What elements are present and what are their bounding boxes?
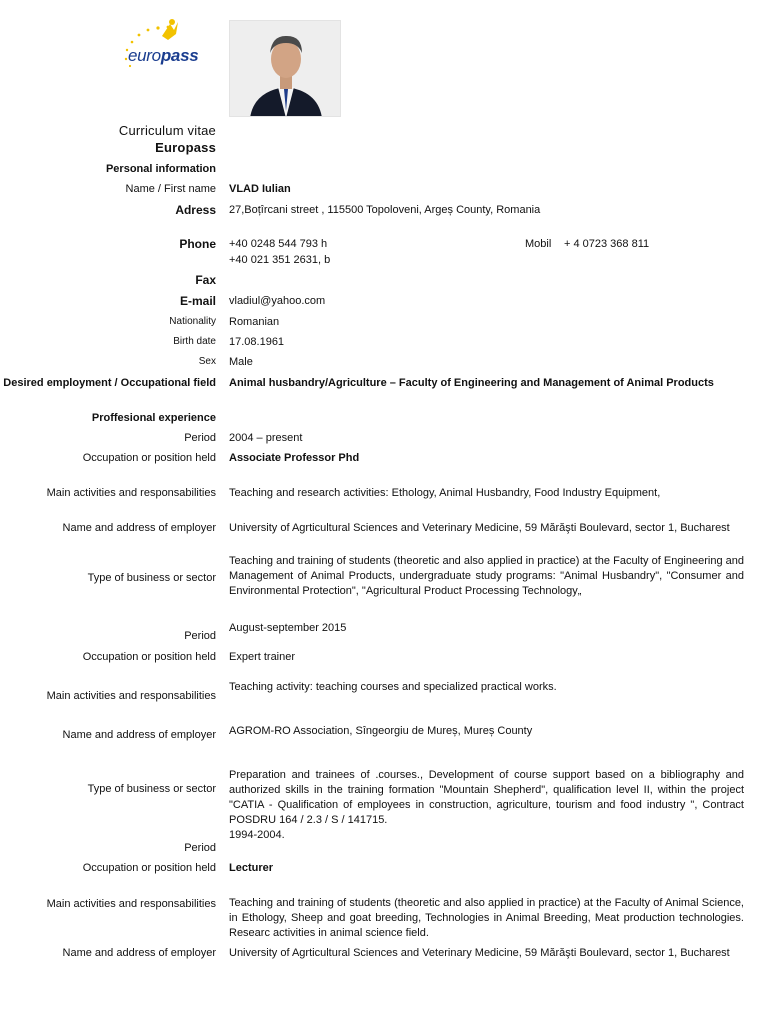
logo-wordmark: europass bbox=[128, 46, 199, 65]
mobile-value: + 4 0723 368 811 bbox=[564, 238, 650, 250]
job3-occupation-label: Occupation or position held bbox=[82, 862, 216, 874]
job2-period-label: Period bbox=[184, 630, 216, 642]
desired-employment-label: Desired employment / Occupational field bbox=[3, 377, 216, 389]
birth-date-label: Birth date bbox=[173, 336, 216, 347]
job1-employer-value: University of Agrticultural Sciences and Veterinary Medicine, 59 Mărăşti Boulevard, sector 1, Bucharest bbox=[229, 522, 730, 534]
sex-value: Male bbox=[229, 356, 253, 368]
job2-employer-value: AGROM-RO Association, Sîngeorgiu de Mureș, Mureș County bbox=[229, 725, 533, 737]
address-label: Adress bbox=[175, 203, 216, 217]
fax-label: Fax bbox=[195, 273, 216, 287]
job1-period-label: Period bbox=[184, 432, 216, 444]
job3-occupation-value: Lecturer bbox=[229, 862, 274, 874]
cv-subtitle: Europass bbox=[155, 140, 216, 155]
phone-value-1: +40 0248 544 793 h bbox=[229, 238, 328, 250]
job3-employer-label: Name and address of employer bbox=[62, 947, 216, 959]
person-photo-icon bbox=[230, 21, 341, 117]
job1-business-value: Teaching and training of students (theoretic and also applied in practice) at the Faculty of Engineering and Management of Animal Products, undergraduate study programs: "Animal Husbandry", "Consumer and Environmental Protection", "Agricultural Product Processing Technology„ bbox=[229, 555, 744, 597]
personal-info-heading: Personal information bbox=[105, 163, 216, 175]
nationality-label: Nationality bbox=[169, 316, 216, 327]
desired-employment-value: Animal husbandry/Agriculture – Faculty of Engineering and Management of Animal Products bbox=[229, 377, 714, 389]
job3-period-label: Period bbox=[184, 842, 216, 854]
email-label: E-mail bbox=[179, 294, 216, 308]
sex-label: Sex bbox=[198, 356, 216, 367]
job2-employer-label: Name and address of employer bbox=[62, 729, 216, 741]
job2-business-value: Preparation and trainees of .courses., Development of course support based on a bibliography and authorized skills in the training formation "Mountain Shepherd", qualification level II, within the project "CATIA - Qualification of employees in construction, agriculture, tourism and food industry ", Contract POSDRU 164 / 2.3 / S / 141715. bbox=[229, 769, 744, 826]
job3-employer-value: University of Agrticultural Sciences and Veterinary Medicine, 59 Mărăşti Boulevard, sector 1, Bucharest bbox=[229, 947, 730, 959]
job2-occupation-label: Occupation or position held bbox=[82, 651, 216, 663]
phone-label: Phone bbox=[179, 237, 216, 251]
job3-activities-value: Teaching and training of students (theoretic and also applied in practice) at the Faculty of Animal Science, in Ethology, Sheep and goat breeding, Technologies in Animal Breeding, Meat production technologies. Researc activities in animal science field. bbox=[229, 897, 744, 939]
name-value: VLAD Iulian bbox=[229, 183, 291, 195]
job2-activities-label: Main activities and responsabilities bbox=[46, 690, 216, 702]
email-value: vladiul@yahoo.com bbox=[229, 295, 326, 307]
job3-period-value: 1994-2004. bbox=[229, 829, 285, 841]
job1-activities-label: Main activities and responsabilities bbox=[46, 487, 216, 499]
cv-title: Curriculum vitae bbox=[118, 123, 216, 138]
birth-date-value: 17.08.1961 bbox=[229, 336, 285, 348]
job2-period-value: August-september 2015 bbox=[229, 622, 347, 634]
job2-business-label: Type of business or sector bbox=[87, 783, 216, 795]
job1-activities-value: Teaching and research activities: Ethology, Animal Husbandry, Food Industry Equipment, bbox=[229, 487, 661, 499]
job1-occupation-value: Associate Professor Phd bbox=[229, 452, 360, 464]
name-label: Name / First name bbox=[125, 183, 216, 195]
job2-occupation-value: Expert trainer bbox=[229, 651, 296, 663]
job2-activities-value: Teaching activity: teaching courses and specialized practical works. bbox=[229, 681, 557, 693]
job3-activities-label: Main activities and responsabilities bbox=[46, 898, 216, 910]
job1-occupation-label: Occupation or position held bbox=[82, 452, 216, 464]
job1-period-value: 2004 – present bbox=[229, 432, 303, 444]
phone-value-2: +40 021 351 2631, b bbox=[229, 254, 331, 266]
profile-photo bbox=[229, 20, 341, 117]
job1-employer-label: Name and address of employer bbox=[62, 522, 216, 534]
europass-logo bbox=[112, 18, 204, 70]
job1-business-label: Type of business or sector bbox=[87, 572, 216, 584]
nationality-value: Romanian bbox=[229, 316, 280, 328]
mobile-label: Mobil bbox=[525, 238, 552, 250]
experience-heading: Proffesional experience bbox=[91, 412, 216, 424]
address-value: 27,Boțîrcani street , 115500 Topoloveni, Argeș County, Romania bbox=[229, 204, 541, 216]
